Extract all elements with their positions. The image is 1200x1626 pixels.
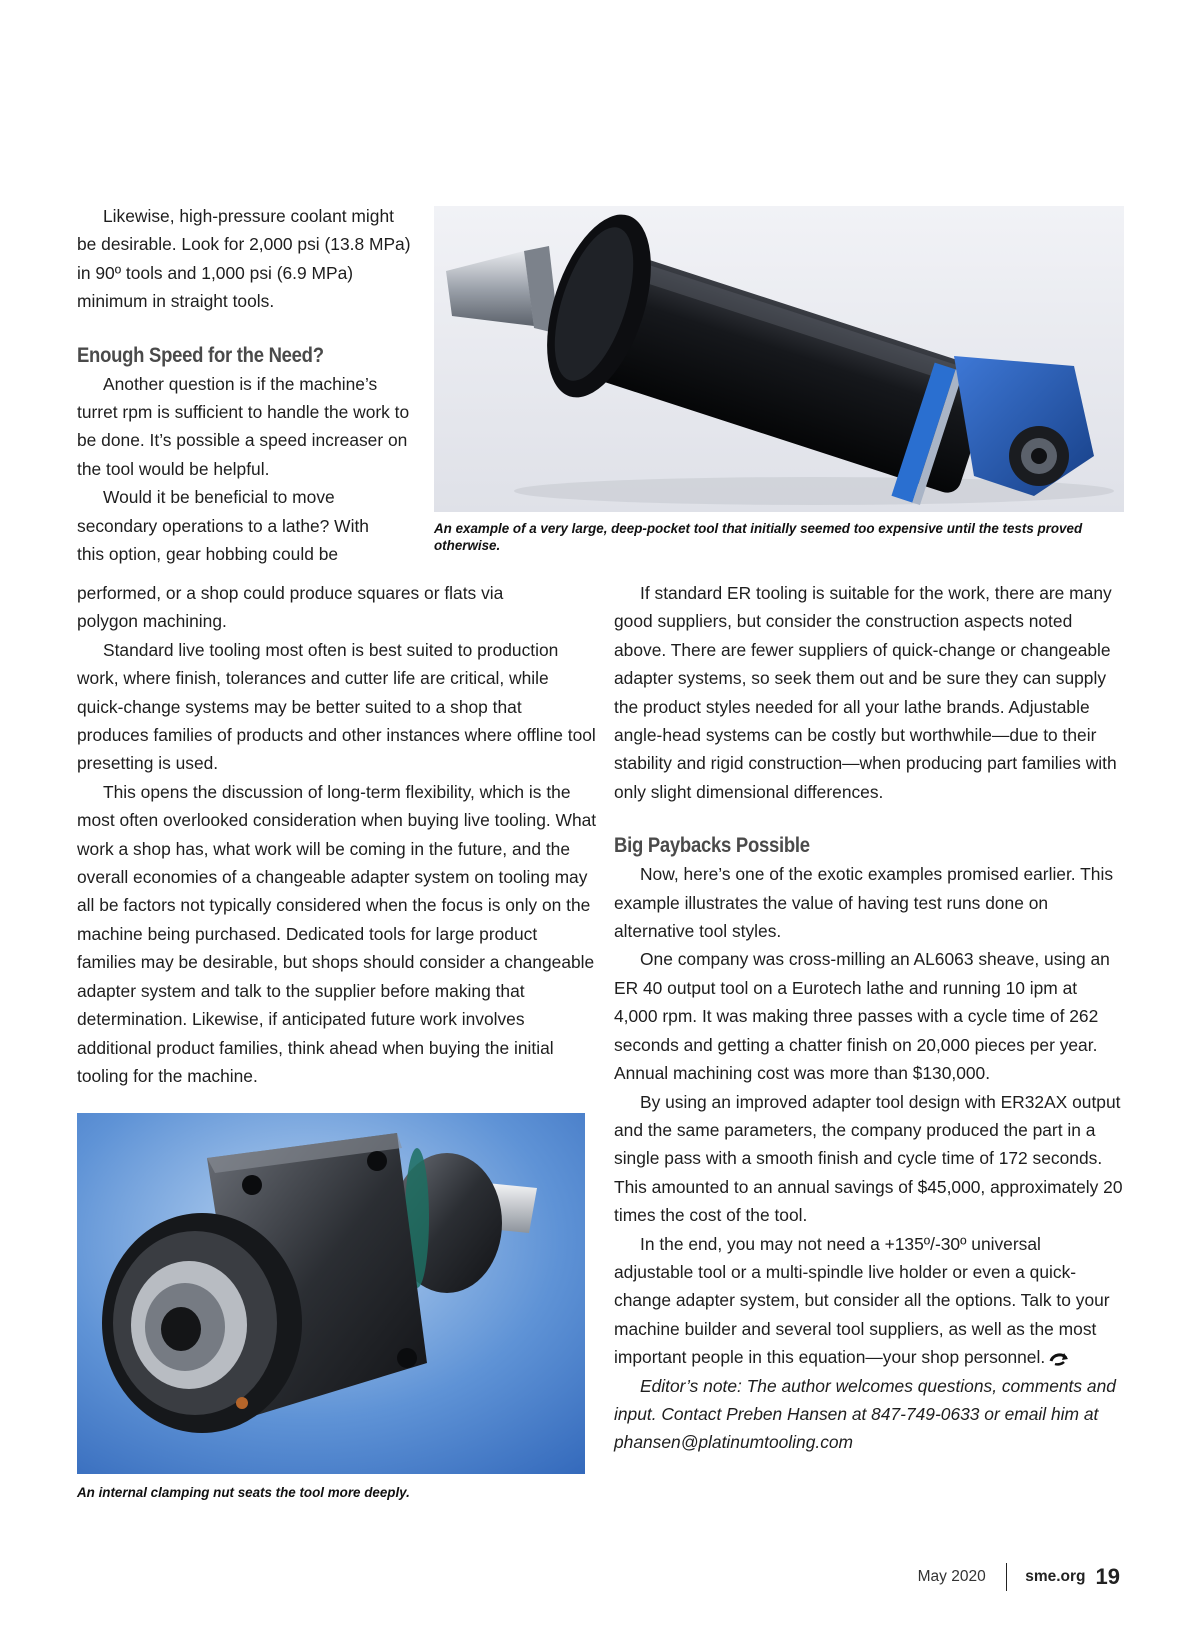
paragraph-conclusion-text: In the end, you may not need a +135º/-30º universal adjustable tool or a multi-spindle live holder or even a quick-change adapter system, but consider all the options. Talk to your machine builder and several tool suppliers, as well as the most important people in this equation—your shop personnel.: [614, 1233, 1110, 1368]
deep-pocket-tool-illustration: [434, 206, 1124, 512]
page-number: 19: [1095, 1564, 1120, 1589]
paragraph-turret-rpm: Another question is if the machine’s turret rpm is sufficient to handle the work to be done. It’s possible a speed increaser on the tool would be helpful.: [77, 373, 410, 479]
caption-clamping-nut: An internal clamping nut seats the tool more deeply.: [77, 1485, 410, 1500]
paragraph-exotic-example: Now, here’s one of the exotic examples promised earlier. This example illustrates the value of having test runs done on alternative tool styles.: [614, 864, 1114, 942]
page-footer: [918, 1560, 1120, 1594]
photo-clamping-nut-adapter: [77, 1113, 585, 1474]
footer-site: sme.org: [1025, 1568, 1086, 1585]
paragraph-secondary-ops-line-1: Would it be beneficial to move: [103, 487, 335, 508]
paragraph-coolant: Likewise, high-pressure coolant might be desirable. Look for 2,000 psi (13.8 MPa) in 90º tools and 1,000 psi (6.9 MPa) minimum in straight tools.: [77, 206, 411, 312]
end-mark-icon: [1049, 1352, 1069, 1366]
left-column-mid: [77, 579, 597, 1090]
paragraph-er-tooling: If standard ER tooling is suitable for the work, there are many good suppliers, but consider the construction aspects noted above. There are fewer suppliers of quick-change or changeable adapter systems, so seek them out and be sure they can supply the product styles needed for all your lathe brands. Adjustable angle-head systems can be costly but worthwhile—due to their stability and rigid construction—when producing part families with only slight dimensional differences.: [614, 583, 1117, 802]
paragraph-polygon-line-2: polygon machining.: [77, 611, 227, 632]
paragraph-conclusion: [614, 1230, 1124, 1372]
paragraph-standard-live-tooling: Standard live tooling most often is best suited to production work, where finish, tolerances and cutter life are critical, while quick-change systems may be better suited to a shop that produces families of products and other instances where offline tool presetting is used.: [77, 639, 596, 774]
clamping-nut-adapter-illustration: [77, 1113, 585, 1474]
right-column: [614, 579, 1124, 1457]
footer-divider: [1006, 1563, 1008, 1591]
heading-paybacks: Big Paybacks Possible: [614, 834, 810, 858]
paragraph-long-term-flexibility: This opens the discussion of long-term flexibility, which is the most often overlooked consideration when buying live tooling. What work a shop has, what work will be coming in the future, and the overall economies of a changeable adapter system on tooling may all be factors not typically considered when the focus is only on the machine being purchased. Dedicated tools for large product families may be desirable, but shops should consider a changeable adapter system and talk to the supplier before making that determination. Likewise, if anticipated future work involves additional product families, think ahead when buying the initial tooling for the machine.: [77, 781, 597, 1086]
editor-note-text: Editor’s note: The author welcomes questions, comments and input. Contact Preben Hansen at 847-749-0633 or email him at phansen@platinumtooling.com: [614, 1375, 1116, 1453]
paragraph-improved-adapter: By using an improved adapter tool design with ER32AX output and the same parameters, the company produced the part in a single pass with a smooth finish and cycle time of 172 seconds. This amounted to an annual savings of $45,000, approximately 20 times the cost of the tool.: [614, 1091, 1123, 1226]
paragraph-polygon-line-1: performed, or a shop could produce squares or flats via: [77, 583, 504, 603]
caption-deep-pocket-tool: An example of a very large, deep-pocket tool that initially seemed too expensive until the tests proved otherwise.: [434, 521, 1083, 553]
heading-speed: Enough Speed for the Need?: [77, 343, 324, 367]
paragraph-cross-milling: One company was cross-milling an AL6063 sheave, using an ER 40 output tool on a Eurotech lathe and running 10 ipm at 4,000 rpm. It was making three passes with a cycle time of 262 seconds and getting a chatter finish on 20,000 pieces per year. Annual machining cost was more than $130,000.: [614, 949, 1110, 1084]
left-column-top: [77, 202, 417, 568]
editor-note: [614, 1372, 1124, 1457]
photo-deep-pocket-tool: [434, 206, 1124, 512]
paragraph-secondary-ops-line-3: this option, gear hobbing could be: [77, 544, 339, 565]
footer-month: May 2020: [917, 1568, 986, 1585]
paragraph-secondary-ops-line-2: secondary operations to a lathe? With: [77, 515, 369, 536]
